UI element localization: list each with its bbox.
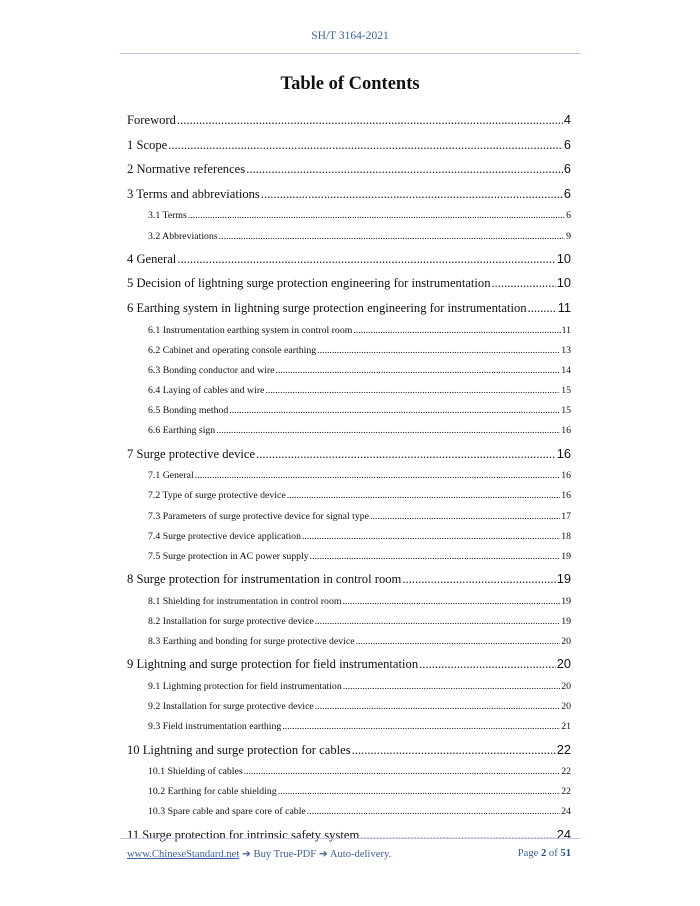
toc-subentry[interactable] (127, 762, 571, 782)
website-link[interactable]: www.ChineseStandard.net (127, 849, 240, 860)
toc-entry-page: 14 (561, 364, 571, 376)
toc-entry[interactable] (127, 157, 571, 182)
toc-entry-title: 8.1 Shielding for instrumentation in control room (148, 595, 342, 607)
page-current: 2 (540, 848, 547, 859)
toc-entry-title: 7.5 Surge protection in AC power supply (148, 551, 309, 562)
toc-entry-title: 7.4 Surge protective device application (148, 530, 301, 542)
toc-entry-title: 10.2 Earthing for cable shielding (148, 786, 277, 798)
dot-leader (307, 802, 560, 822)
toc-subentry[interactable] (127, 361, 571, 381)
toc-entry[interactable] (127, 567, 571, 592)
toc-entry-page: 11 (557, 299, 571, 315)
toc-entry-page: 6 (566, 210, 571, 222)
dot-leader (261, 182, 563, 207)
header-divider (120, 53, 580, 54)
dot-leader (370, 507, 560, 527)
dot-leader (343, 677, 560, 697)
toc-entry-title: 9.3 Field instrumentation earthing (148, 721, 282, 733)
page-indicator (518, 848, 571, 860)
toc-entry-title: 6.3 Bonding conductor and wire (148, 364, 275, 376)
toc-subentry[interactable] (127, 507, 571, 527)
toc-entry[interactable] (127, 442, 571, 467)
toc-entry-title: 9.1 Lightning protection for field instrumentation (148, 680, 342, 692)
toc-subentry[interactable] (127, 782, 571, 802)
footer-divider (120, 838, 580, 839)
page-label: Page (517, 848, 539, 859)
toc-entry-page: 13 (561, 344, 571, 356)
buy-pdf-text: Buy True-PDF (253, 849, 317, 860)
toc-subentry[interactable] (127, 632, 571, 652)
toc-entry-page: 22 (561, 786, 571, 798)
toc-entry-page: 10 (556, 275, 571, 291)
toc-entry-page: 20 (561, 680, 571, 692)
toc-entry-page: 16 (561, 425, 571, 437)
toc-entry[interactable] (127, 108, 571, 133)
toc-entry[interactable] (127, 182, 571, 207)
dot-leader (195, 466, 561, 486)
toc-entry-page: 20 (561, 636, 571, 648)
toc-entry-title: 7.1 General (148, 470, 194, 482)
toc-subentry[interactable] (127, 381, 571, 401)
toc-subentry[interactable] (127, 592, 571, 612)
toc-entry-page: 9 (566, 230, 571, 242)
toc-entry-page: 6 (563, 161, 571, 177)
toc-entry-title: 8.2 Installation for surge protective device (148, 615, 314, 627)
toc-subentry[interactable] (127, 466, 571, 486)
toc-entry-title: 1 Scope (127, 137, 168, 152)
page-title: Table of Contents (280, 74, 420, 94)
toc-entry-page: 24 (556, 826, 571, 842)
arrow-icon: ➔ (241, 849, 251, 860)
toc-entry-page: 19 (561, 615, 571, 627)
toc-entry-page: 22 (556, 741, 571, 757)
toc-entry-page: 15 (561, 385, 571, 397)
toc-entry-title: 7.2 Type of surge protective device (148, 490, 286, 502)
standard-code: SH/T 3164-2021 (311, 30, 389, 42)
toc-subentry[interactable] (127, 227, 571, 247)
page-total: 51 (560, 848, 571, 859)
toc-subentry[interactable] (127, 717, 571, 737)
dot-leader (276, 361, 561, 381)
toc-entry-page: 18 (561, 530, 571, 542)
toc-entry-page: 4 (563, 112, 571, 127)
dot-leader (352, 738, 556, 763)
dot-leader (177, 247, 555, 272)
toc-entry[interactable] (127, 133, 571, 158)
toc-entry-page: 19 (561, 551, 571, 562)
toc-subentry[interactable] (127, 677, 571, 697)
toc-entry-page: 6 (563, 185, 571, 201)
toc-entry-title: 3.2 Abbreviations (148, 230, 218, 242)
dot-leader (282, 717, 560, 737)
toc-entry[interactable] (127, 738, 571, 763)
dot-leader (287, 486, 561, 506)
toc-entry-title: 10 Lightning and surge protection for cables (127, 742, 351, 757)
toc-entry-page: 6 (563, 136, 571, 152)
toc-entry[interactable] (127, 247, 571, 272)
toc-entry-page: 20 (556, 656, 571, 672)
toc-entry-page: 22 (561, 766, 571, 778)
toc-subentry[interactable] (127, 421, 571, 441)
toc-entry-title: 9.2 Installation for surge protective device (148, 701, 314, 713)
footer-links (127, 848, 391, 860)
auto-delivery-text: Auto-delivery. (329, 849, 392, 860)
dot-leader (278, 782, 561, 802)
toc-entry-page: 16 (561, 490, 571, 502)
dot-leader (246, 157, 563, 182)
dot-leader (342, 592, 560, 612)
toc-entry-page: 24 (561, 806, 571, 818)
dot-leader (188, 206, 565, 226)
toc-entry-title: 7.3 Parameters of surge protective device for signal type (148, 510, 369, 522)
toc-entry-title: 8 Surge protection for instrumentation in control room (127, 572, 402, 587)
dot-leader (402, 567, 555, 592)
toc-subentry[interactable] (127, 527, 571, 547)
toc-subentry[interactable] (127, 341, 571, 361)
toc-entry[interactable] (127, 652, 571, 677)
toc-subentry[interactable] (127, 206, 571, 226)
toc-entry-title: Foreword (127, 113, 176, 127)
toc-subentry[interactable] (127, 802, 571, 822)
toc-entry-page: 15 (561, 405, 571, 417)
dot-leader (419, 652, 556, 677)
arrow-icon: ➔ (318, 849, 328, 860)
dot-leader (244, 762, 561, 782)
toc-entry-title: 6.2 Cabinet and operating console earthing (148, 344, 317, 356)
toc-entry-title: 6.4 Laying of cables and wire (148, 385, 265, 397)
toc-entry-title: 6.1 Instrumentation earthing system in control room (148, 324, 353, 336)
toc-entry-title: 5 Decision of lightning surge protection engineering for instrumentation (127, 276, 491, 291)
dot-leader (315, 697, 560, 717)
toc-subentry[interactable] (127, 697, 571, 717)
dot-leader (302, 527, 560, 547)
page-of: of (548, 848, 558, 859)
dot-leader (219, 227, 565, 247)
toc-entry-title: 8.3 Earthing and bonding for surge protective device (148, 636, 355, 648)
dot-leader (310, 547, 561, 567)
dot-leader (216, 421, 560, 441)
toc-subentry[interactable] (127, 547, 571, 567)
dot-leader (177, 108, 563, 133)
toc-entry[interactable] (127, 271, 571, 296)
toc-entry[interactable] (127, 823, 571, 848)
toc-entry-title: 6.6 Earthing sign (148, 425, 216, 437)
toc-entry-page: 17 (561, 510, 571, 522)
toc-entry-page: 20 (561, 701, 571, 713)
toc-entry-title: 10.1 Shielding of cables (148, 766, 243, 778)
footer (127, 848, 571, 860)
dot-leader (229, 401, 560, 421)
dot-leader (528, 296, 557, 321)
toc-entry-title: 6 Earthing system in lightning surge protection engineering for instrumentation (127, 300, 527, 315)
dot-leader (356, 632, 561, 652)
dot-leader (492, 271, 556, 296)
toc-entry-page: 19 (561, 595, 571, 607)
toc-entry-page: 19 (556, 571, 571, 587)
toc-subentry[interactable] (127, 321, 571, 341)
toc-entry-title: 3 Terms and abbreviations (127, 186, 260, 201)
toc-entry[interactable] (127, 296, 571, 321)
dot-leader (353, 321, 560, 341)
dot-leader (360, 823, 556, 848)
toc-entry-page: 16 (561, 470, 571, 482)
dot-leader (256, 442, 556, 467)
toc-entry-title: 10.3 Spare cable and spare core of cable (148, 806, 306, 818)
toc-subentry[interactable] (127, 486, 571, 506)
toc-entry-page: 16 (556, 445, 571, 461)
toc-subentry[interactable] (127, 401, 571, 421)
toc-entry-title: 11 Surge protection for intrinsic safety system (127, 827, 360, 842)
toc-entry-title: 7 Surge protective device (127, 446, 256, 461)
toc-entry-page: 11 (561, 324, 571, 336)
toc-entry-page: 21 (561, 721, 571, 733)
dot-leader (265, 381, 560, 401)
toc-entry-title: 2 Normative references (127, 162, 246, 177)
dot-leader (317, 341, 560, 361)
toc-entry-title: 9 Lightning and surge protection for field instrumentation (127, 657, 419, 672)
dot-leader (168, 133, 563, 158)
toc-entry-page: 10 (556, 250, 571, 266)
toc-entry-title: 6.5 Bonding method (148, 405, 229, 417)
toc-entry-title: 3.1 Terms (148, 210, 187, 222)
toc-subentry[interactable] (127, 612, 571, 632)
table-of-contents (127, 108, 571, 847)
toc-entry-title: 4 General (127, 251, 177, 266)
dot-leader (315, 612, 560, 632)
